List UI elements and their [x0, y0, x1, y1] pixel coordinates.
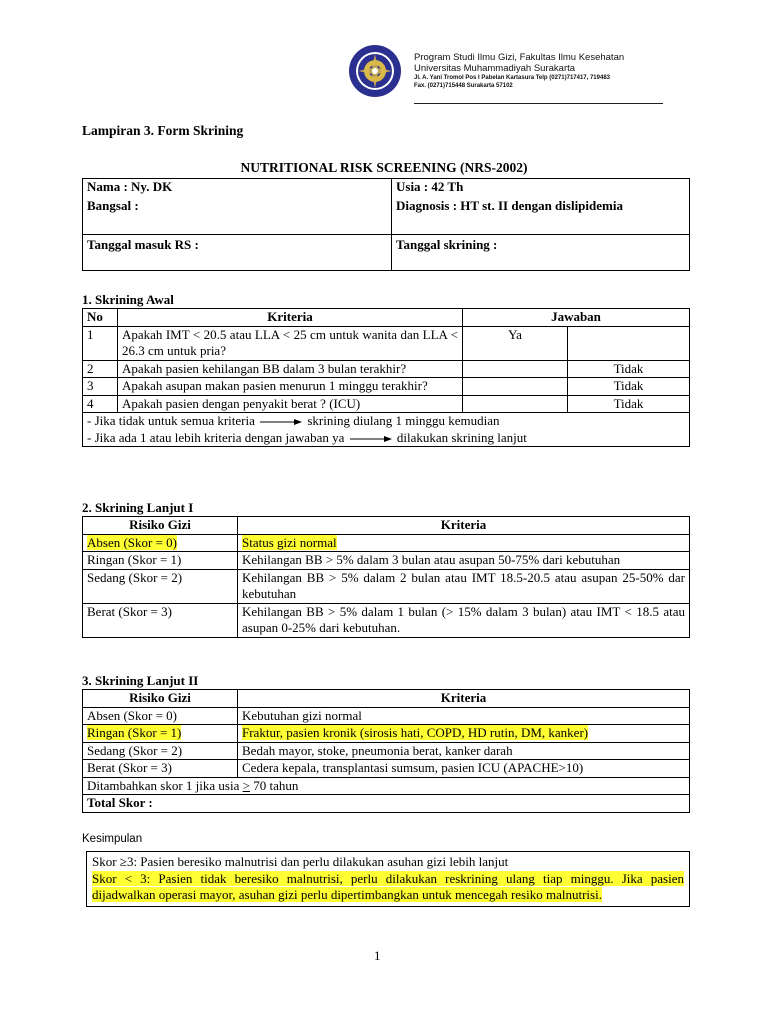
col-kriteria: Kriteria	[118, 309, 463, 327]
kesimpulan-box	[86, 851, 690, 907]
table-row	[83, 326, 690, 360]
kriteria-text: Status gizi normal	[242, 534, 337, 550]
note1-condition: - Jika tidak untuk semua kriteria	[87, 413, 255, 428]
answer-tidak: Tidak	[568, 395, 690, 413]
screening-notes	[83, 413, 690, 447]
row-risiko	[83, 534, 238, 552]
row-no: 2	[83, 360, 118, 378]
section2-title: 2. Skrining Lanjut I	[82, 500, 194, 515]
table-row	[83, 760, 690, 778]
arrow-right-icon	[350, 435, 392, 443]
admission-date: Tanggal masuk RS :	[83, 235, 392, 271]
table-row	[83, 569, 690, 603]
row-risiko: Absen (Skor = 0)	[83, 707, 238, 725]
col-risiko: Risiko Gizi	[83, 690, 238, 708]
table-row	[83, 378, 690, 396]
table-row	[83, 534, 690, 552]
row-kriteria	[238, 725, 690, 743]
row-kriteria: Bedah mayor, stoke, pneumonia berat, kanker darah	[238, 742, 690, 760]
row-risiko: Ringan (Skor = 1)	[83, 552, 238, 570]
header-divider	[414, 103, 663, 104]
patient-age-cell	[392, 179, 690, 235]
section1-title: 1. Skrining Awal	[82, 292, 174, 307]
note-no-criteria	[87, 413, 685, 430]
row-risiko: Berat (Skor = 3)	[83, 603, 238, 637]
age-bonus-note	[83, 777, 690, 795]
screening-date: Tanggal skrining :	[392, 235, 690, 271]
conclusion-high-risk: Skor ≥3: Pasien beresiko malnutrisi dan perlu dilakukan asuhan gizi lebih lanjut	[92, 854, 509, 869]
header-address: Jl. A. Yani Tromol Pos I Pabelan Kartasura Telp (0271)717417, 719483	[414, 75, 610, 81]
note2-action: dilakukan skrining lanjut	[396, 429, 527, 445]
skrining-lanjut-2-table	[82, 689, 690, 813]
kriteria-text: Fraktur, pasien kronik (sirosis hati, COPD, HD rutin, DM, kanker)	[242, 725, 589, 740]
conclusion-low-risk: Skor < 3: Pasien tidak beresiko malnutrisi, perlu dilakukan reskrining ulang tiap minggu. Jika pasien	[92, 870, 684, 886]
row-kriteria: Cedera kepala, transplantasi sumsum, pasien ICU (APACHE>10)	[238, 760, 690, 778]
row-risiko: Sedang (Skor = 2)	[83, 742, 238, 760]
section3-title: 3. Skrining Lanjut II	[82, 673, 199, 688]
answer-tidak: Tidak	[568, 360, 690, 378]
answer-tidak	[568, 326, 690, 360]
conclusion-operation: dijadwalkan operasi mayor, asuhan gizi perlu dipertimbangkan untuk mencegah resiko malnutrisi.	[92, 887, 602, 902]
patient-age: Usia : 42 Th	[396, 179, 464, 194]
note2-condition: - Jika ada 1 atau lebih kriteria dengan jawaban ya	[87, 429, 345, 445]
row-kriteria: Kehilangan BB > 5% dalam 3 bulan atau asupan 50-75% dari kebutuhan	[238, 552, 690, 570]
row-kriteria: Apakah IMT < 20.5 atau LLA < 25 cm untuk wanita dan LLA < 26.3 cm untuk pria?	[118, 326, 463, 360]
col-no: No	[83, 309, 118, 327]
table-row	[83, 707, 690, 725]
answer-ya	[463, 360, 568, 378]
document-title: NUTRITIONAL RISK SCREENING (NRS-2002)	[240, 160, 528, 175]
row-risiko: Berat (Skor = 3)	[83, 760, 238, 778]
conclusion-operation-wrap	[92, 887, 684, 904]
table-row	[83, 603, 690, 637]
row-kriteria: Apakah pasien kehilangan BB dalam 3 bulan terakhir?	[118, 360, 463, 378]
age-ge-symbol: >	[242, 777, 250, 793]
total-score: Total Skor :	[83, 795, 690, 813]
row-no: 1	[83, 326, 118, 360]
row-kriteria: Kehilangan BB > 5% dalam 2 bulan atau IMT 18.5-20.5 atau asupan 25-50% dar kebutuhan	[238, 569, 690, 603]
risiko-label: Absen (Skor = 0)	[87, 534, 178, 550]
col-jawaban: Jawaban	[463, 309, 690, 327]
kesimpulan-label: Kesimpulan	[82, 833, 143, 845]
conclusion-low-risk-wrap	[92, 871, 684, 888]
note1-action: skrining diulang 1 minggu kemudian	[307, 413, 500, 428]
answer-ya: Ya	[463, 326, 568, 360]
row-risiko: Sedang (Skor = 2)	[83, 569, 238, 603]
row-no: 4	[83, 395, 118, 413]
risiko-label: Ringan (Skor = 1)	[87, 725, 182, 740]
patient-name: Nama : Ny. DK	[87, 179, 173, 194]
row-risiko	[83, 725, 238, 743]
lampiran-label: Lampiran 3. Form Skrining	[82, 123, 244, 138]
patient-diagnosis: Diagnosis : HT st. II dengan dislipidemia	[396, 197, 623, 213]
table-row	[83, 360, 690, 378]
answer-tidak: Tidak	[568, 378, 690, 396]
table-row	[83, 552, 690, 570]
row-kriteria	[238, 534, 690, 552]
answer-ya	[463, 395, 568, 413]
page-number: 1	[374, 948, 381, 963]
patient-name-cell	[83, 179, 392, 235]
col-kriteria: Kriteria	[238, 517, 690, 535]
university-seal-icon	[348, 44, 402, 98]
arrow-right-icon	[260, 418, 302, 426]
skrining-awal-table	[82, 308, 690, 447]
header-program: Program Studi Ilmu Gizi, Fakultas Ilmu Kesehatan	[414, 52, 625, 63]
answer-ya	[463, 378, 568, 396]
skrining-lanjut-1-table	[82, 516, 690, 638]
row-kriteria: Kebutuhan gizi normal	[238, 707, 690, 725]
row-kriteria: Apakah pasien dengan penyakit berat ? (ICU)	[118, 395, 463, 413]
patient-info-table	[82, 178, 690, 271]
table-row	[83, 725, 690, 743]
header-university: Universitas Muhammadiyah Surakarta	[414, 63, 576, 74]
header-fax: Fax. (0271)715448 Surakarta 57102	[414, 83, 513, 89]
col-risiko: Risiko Gizi	[83, 517, 238, 535]
table-row	[83, 742, 690, 760]
row-kriteria: Kehilangan BB > 5% dalam 1 bulan (> 15% dalam 3 bulan) atau IMT < 18.5 atau asupan 0-25% dari kebutuhan.	[238, 603, 690, 637]
note-has-criteria	[87, 430, 685, 447]
col-kriteria: Kriteria	[238, 690, 690, 708]
row-kriteria: Apakah asupan makan pasien menurun 1 minggu terakhir?	[118, 378, 463, 396]
row-no: 3	[83, 378, 118, 396]
letterhead	[348, 44, 666, 104]
age-note-text: Ditambahkan skor 1 jika usia	[87, 777, 243, 793]
age-note-threshold: 70 tahun	[249, 777, 299, 793]
patient-bangsal: Bangsal :	[87, 197, 139, 213]
table-row	[83, 395, 690, 413]
